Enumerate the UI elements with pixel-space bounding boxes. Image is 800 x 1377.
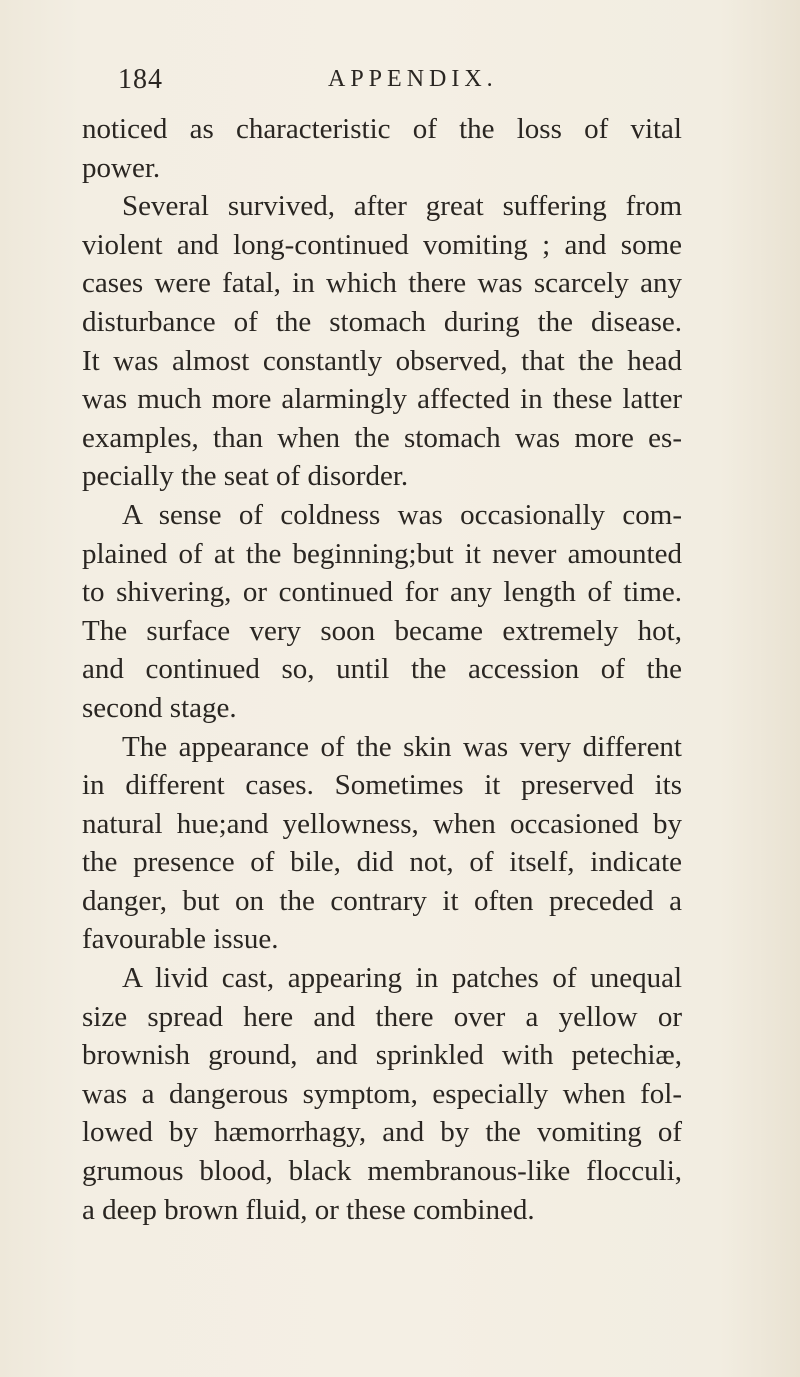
text-line: favourable issue. (82, 923, 279, 956)
text-line: and continued so, until the accession of the (82, 653, 682, 686)
text-line: noticed as characteristic of the loss of vital (82, 113, 682, 145)
text-line: the presence of bile, did not, of itself, indicate (82, 846, 682, 879)
page-header (118, 64, 678, 104)
text-line: a deep brown fluid, or these combined. (82, 1193, 535, 1226)
body-text (82, 110, 682, 1229)
text-line: pecially the seat of disorder. (82, 460, 409, 493)
text-line: A sense of coldness was occasionally com- (122, 498, 682, 531)
text-line: plained of at the beginning;but it never amounted (82, 537, 682, 570)
text-line: Several survived, after great suffering from (122, 190, 682, 223)
text-line: disturbance of the stomach during the disease. (82, 305, 682, 338)
text-line: was a dangerous symptom, especially when fol- (82, 1077, 682, 1110)
text-line: size spread here and there over a yellow or (82, 1000, 682, 1033)
text-line: examples, than when the stomach was more es- (82, 421, 682, 454)
text-line: grumous blood, black membranous-like flocculi, (82, 1155, 682, 1188)
text-line: to shivering, or continued for any length of time. (82, 576, 682, 609)
text-line: was much more alarmingly affected in these latter (82, 383, 682, 416)
text-line: violent and long-continued vomiting ; and some (82, 228, 682, 261)
text-line: A livid cast, appearing in patches of unequal (122, 962, 682, 995)
text-line: cases were fatal, in which there was scarcely any (82, 267, 682, 300)
text-line: second stage. (82, 691, 237, 724)
text-line: natural hue;and yellowness, when occasioned by (82, 807, 682, 840)
text-line: danger, but on the contrary it often preceded a (82, 884, 682, 917)
text-line: lowed by hæmorrhagy, and by the vomiting of (82, 1116, 682, 1149)
text-line: The surface very soon became extremely hot, (82, 614, 682, 647)
text-line: brownish ground, and sprinkled with petechiæ, (82, 1039, 682, 1072)
page-number: 184 (118, 64, 163, 95)
text-line: in different cases. Sometimes it preserved its (82, 769, 682, 802)
text-line: It was almost constantly observed, that the head (82, 344, 682, 377)
running-head: APPENDIX. (328, 66, 498, 92)
text-line: power. (82, 151, 161, 184)
text-line: The appearance of the skin was very different (122, 730, 682, 763)
